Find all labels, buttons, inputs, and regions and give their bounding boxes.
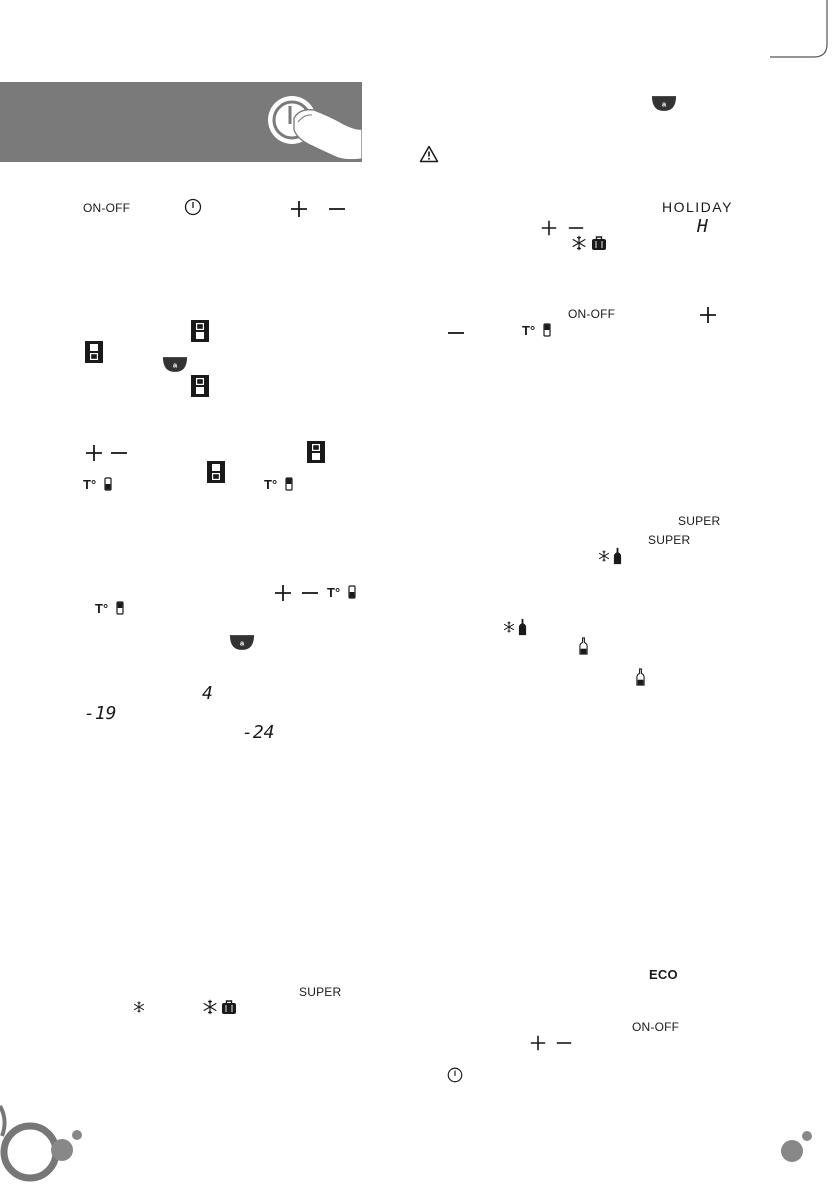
finger-press-illustration (252, 82, 362, 162)
snowflake-icon (132, 1000, 146, 1014)
button-a-icon (162, 356, 188, 373)
plus-icon (273, 583, 293, 603)
power-icon (446, 1066, 464, 1084)
decorative-circles-right (770, 1125, 820, 1175)
super-label: SUPER (299, 985, 342, 999)
minus-icon (109, 443, 129, 463)
super-label: SUPER (648, 533, 691, 547)
holiday-display-code: H (697, 216, 708, 237)
holiday-suitcase-icon (591, 235, 607, 251)
temperature-fridge-icon (83, 476, 115, 492)
bottle-icon (579, 637, 588, 655)
fridge-compartment-icon (306, 440, 326, 464)
power-icon (183, 197, 203, 217)
super-label: SUPER (678, 514, 721, 528)
warning-icon (419, 145, 439, 163)
minus-icon (300, 583, 320, 603)
display-value-freezer-min: -24 (242, 722, 275, 743)
temperature-freezer-icon (522, 322, 554, 338)
display-value-fridge: 4 (202, 683, 213, 704)
plus-icon (289, 199, 309, 219)
bottle-icon (613, 547, 622, 565)
freezer-compartment-icon (84, 340, 104, 364)
freezer-compartment-icon (206, 460, 226, 484)
plus-icon (84, 443, 104, 463)
holiday-suitcase-icon (221, 999, 237, 1015)
button-a-icon (229, 634, 255, 651)
bottle-icon (636, 668, 645, 686)
on-off-label: ON-OFF (568, 307, 616, 321)
plus-icon (698, 305, 718, 325)
fridge-compartment-icon (190, 374, 210, 398)
snowflake-icon (597, 549, 611, 563)
temperature-freezer-icon (95, 600, 127, 616)
minus-icon (327, 199, 347, 219)
temperature-freezer-icon (264, 476, 296, 492)
snowflake-icon (201, 998, 219, 1016)
on-off-label: ON-OFF (83, 201, 131, 215)
snowflake-icon (570, 234, 588, 252)
holiday-label: HOLIDAY (662, 199, 733, 215)
fridge-compartment-icon (190, 319, 210, 343)
temperature-fridge-icon (327, 584, 359, 600)
snowflake-icon (502, 620, 516, 634)
decorative-circles-left (0, 1100, 100, 1191)
plus-icon (540, 219, 558, 237)
minus-icon (555, 1034, 573, 1052)
crop-mark (770, 0, 839, 60)
on-off-label: ON-OFF (632, 1020, 680, 1034)
eco-label: ECO (649, 967, 678, 982)
display-value-freezer: -19 (84, 703, 117, 724)
button-a-icon (651, 95, 677, 112)
minus-icon (446, 323, 466, 343)
plus-icon (529, 1034, 547, 1052)
bottle-icon (518, 618, 527, 636)
